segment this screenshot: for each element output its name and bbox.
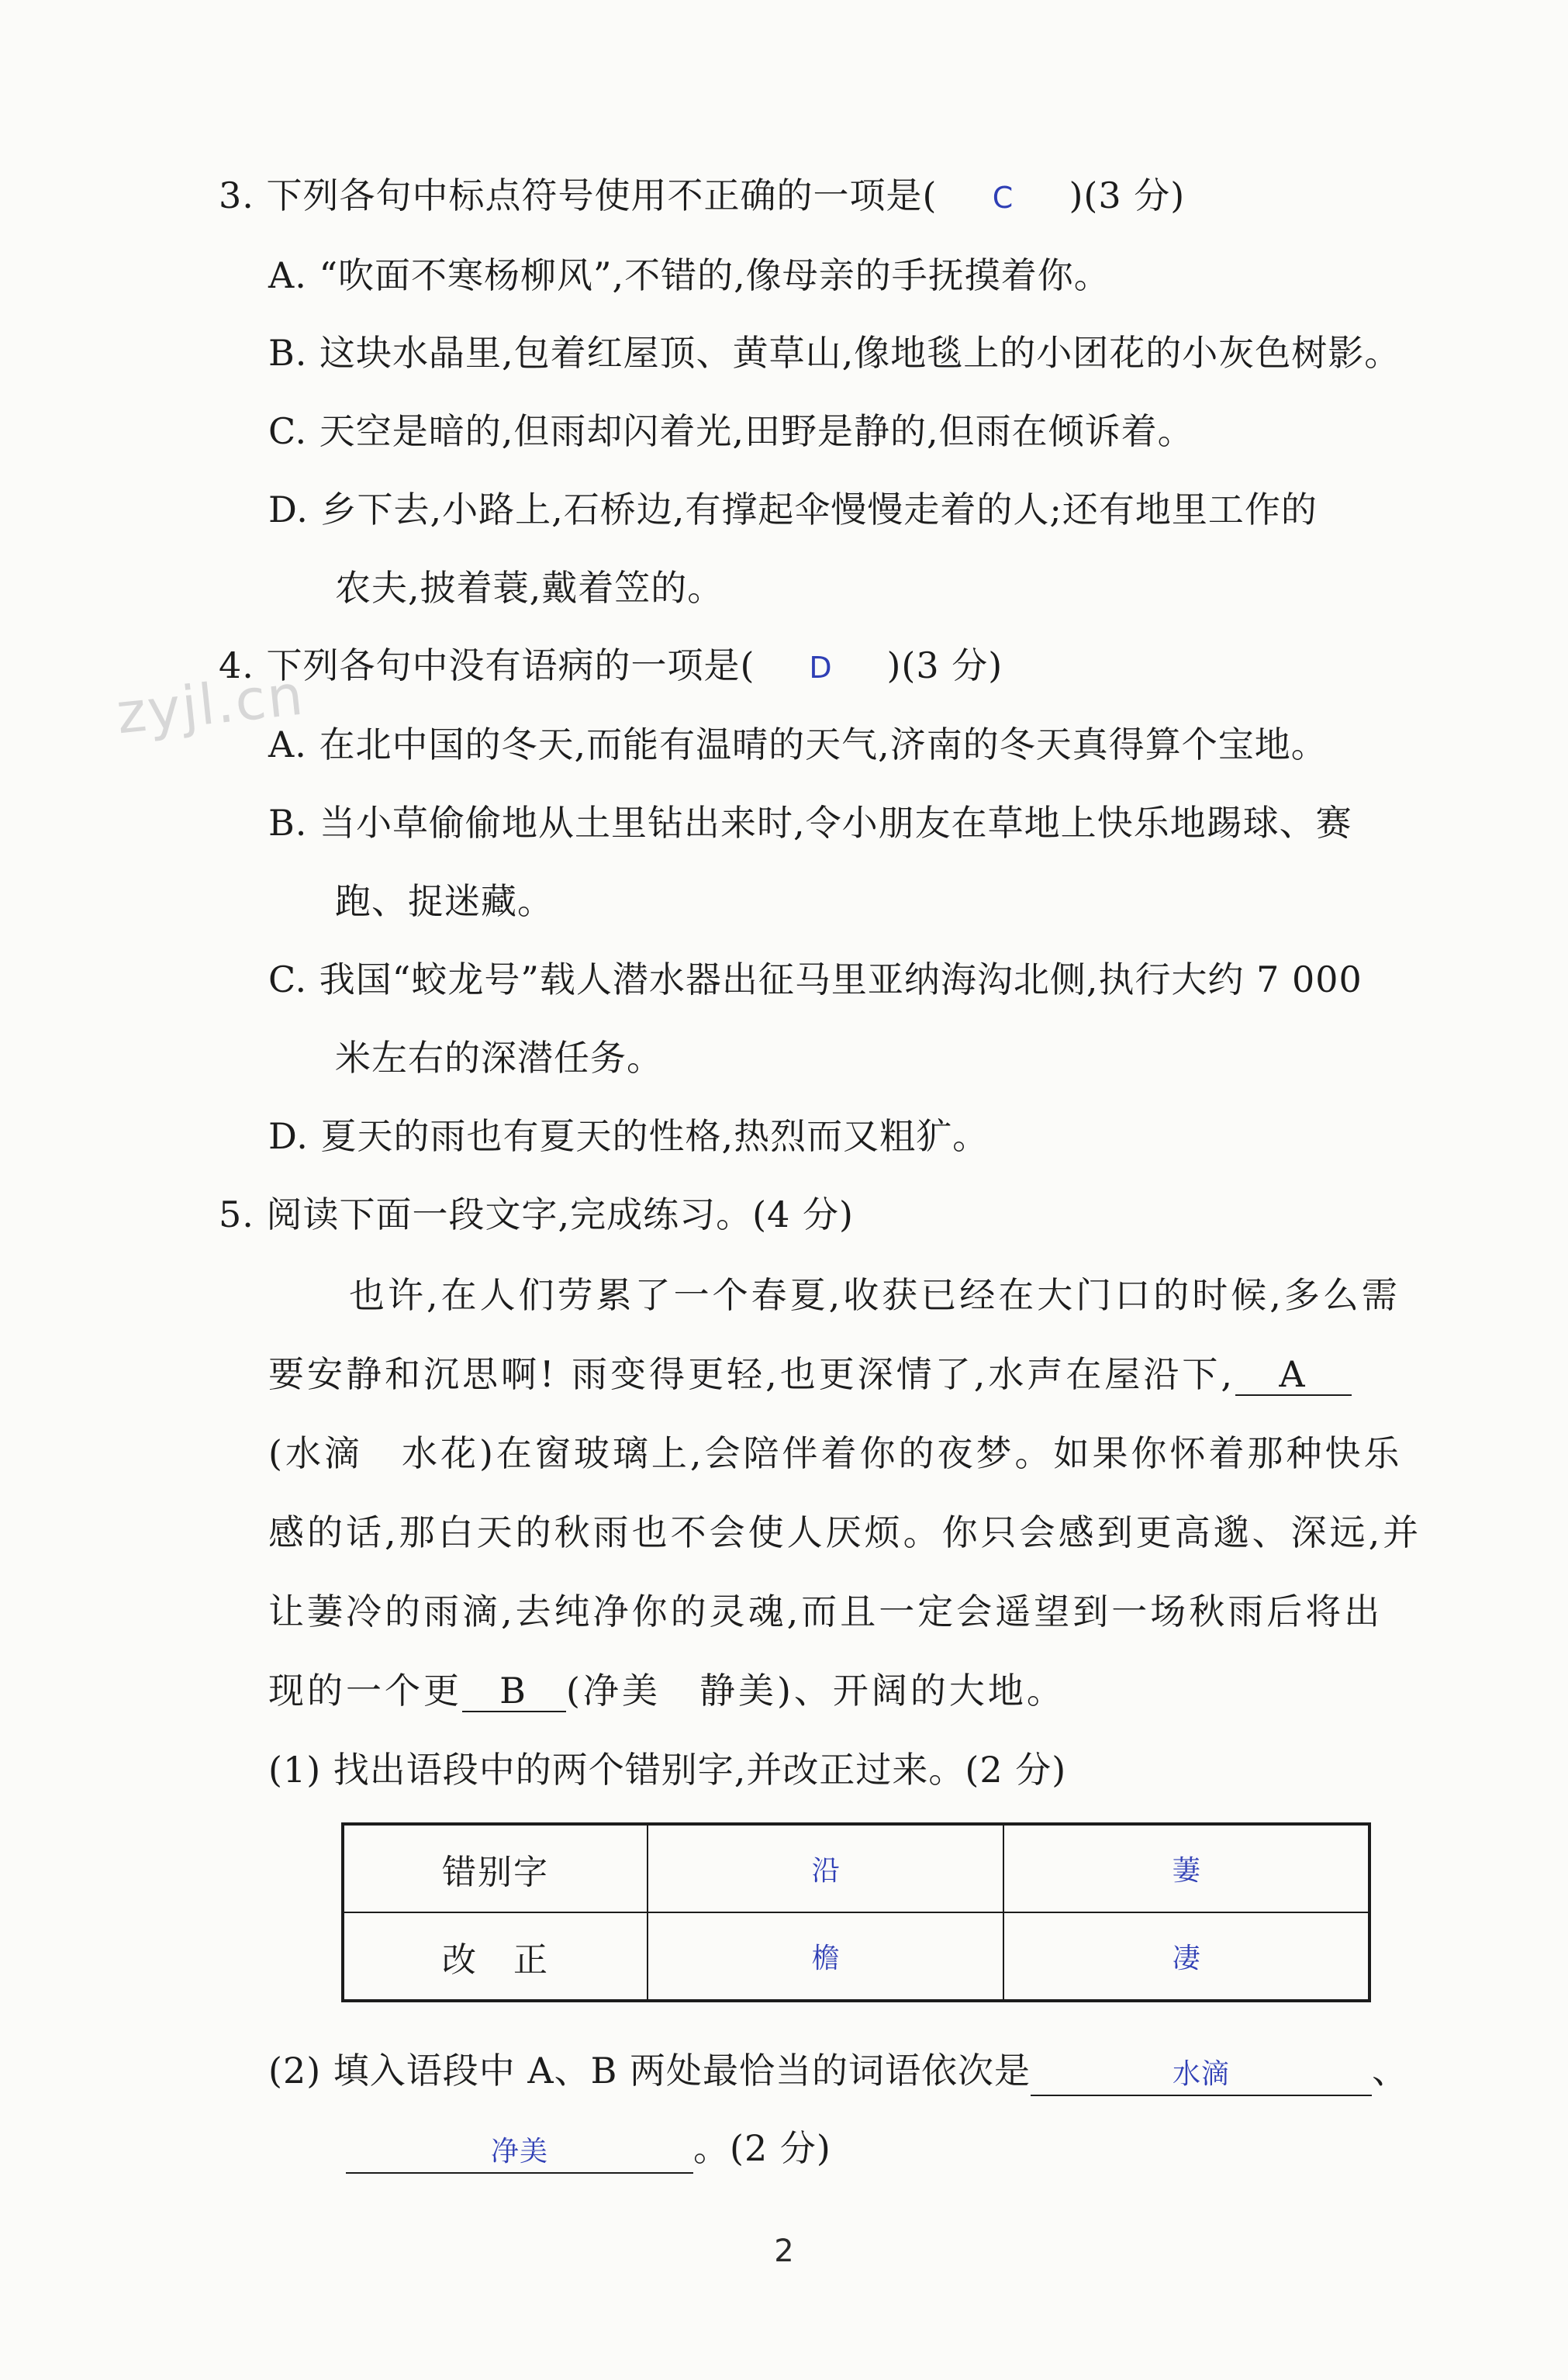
- q4-option-b-line1: B. 当小草偷偷地从土里钻出来时,令小朋友在草地上快乐地踢球、赛: [268, 802, 1352, 844]
- table-row: [343, 1912, 1369, 2001]
- answer-blank-1: [1031, 2050, 1372, 2096]
- sub-question-2-text: (2) 填入语段中 A、B 两处最恰当的词语依次是: [268, 2050, 1031, 2092]
- sub-question-2-line2: [346, 2125, 831, 2174]
- passage-line-3: (水滴 水花)在窗玻璃上,会陪伴着你的夜梦。如果你怀着那种快乐: [268, 1432, 1403, 1474]
- q4-stem-before: 4. 下列各句中没有语病的一项是(: [219, 644, 755, 686]
- blank-b-label: B: [499, 1670, 529, 1712]
- answer-blank-2: [346, 2128, 693, 2174]
- passage-line-5: 让萋冷的雨滴,去纯净你的灵魂,而且一定会遥望到一场秋雨后将出: [268, 1591, 1383, 1632]
- q4-option-b-line2: 跑、捉迷藏。: [335, 880, 554, 922]
- passage-line-2-text: 要安静和沉思啊! 雨变得更轻,也更深情了,水声在屋沿下,: [268, 1353, 1235, 1395]
- sub-question-1: (1) 找出语段中的两个错别字,并改正过来。(2 分): [268, 1749, 1067, 1791]
- passage-line-1: 也许,在人们劳累了一个春夏,收获已经在大门口的时候,多么需: [349, 1274, 1400, 1316]
- q3-option-b: B. 这块水晶里,包着红屋顶、黄草山,像地毯上的小团花的小灰色树影。: [268, 332, 1401, 374]
- question-4-stem: [219, 642, 1003, 691]
- table-row: [343, 1824, 1369, 1912]
- q3-stem-after: )(3 分): [1069, 174, 1186, 216]
- q4-stem-after: )(3 分): [886, 644, 1003, 686]
- passage-line-4: 感的话,那白天的秋雨也不会使人厌烦。你只会感到更高邈、深远,并: [268, 1511, 1422, 1553]
- sub-question-2-after: 。(2 分): [693, 2127, 831, 2169]
- typo-table: [341, 1822, 1371, 2002]
- blank-a: [1235, 1354, 1352, 1396]
- q3-option-d-line2: 农夫,披着蓑,戴着笠的。: [335, 567, 724, 609]
- sub-question-2-separator: 、: [1372, 2050, 1409, 2092]
- q3-option-c: C. 天空是暗的,但雨却闪着光,田野是静的,但雨在倾诉着。: [268, 410, 1194, 452]
- answer-blank-2-value: 净美: [490, 2136, 548, 2168]
- question-3-stem: [219, 172, 1185, 221]
- sub-question-2: [268, 2047, 1408, 2096]
- table-cell-typo-1: 沿: [648, 1824, 1003, 1912]
- answer-blank-1-value: 水滴: [1173, 2058, 1231, 2090]
- q4-option-a: A. 在北中国的冬天,而能有温晴的天气,济南的冬天真得算个宝地。: [268, 724, 1328, 765]
- table-cell-correction-1: 檐: [648, 1912, 1003, 2001]
- table-cell-correction-2: 凄: [1003, 1912, 1369, 2001]
- question-5-stem: 5. 阅读下面一段文字,完成练习。(4 分): [219, 1193, 854, 1235]
- q4-option-c-line2: 米左右的深潜任务。: [335, 1037, 663, 1079]
- table-cell-typo-2: 萋: [1003, 1824, 1369, 1912]
- q3-stem-before: 3. 下列各句中标点符号使用不正确的一项是(: [219, 174, 938, 216]
- q3-option-d-line1: D. 乡下去,小路上,石桥边,有撑起伞慢慢走着的人;还有地里工作的: [268, 489, 1318, 530]
- table-head-typo: 错别字: [343, 1824, 648, 1912]
- blank-b: [462, 1670, 566, 1712]
- q3-option-a: A. “吹面不寒杨柳风”,不错的,像母亲的手抚摸着你。: [268, 254, 1110, 296]
- blank-a-label: A: [1279, 1353, 1308, 1395]
- page-number: 2: [774, 2233, 794, 2269]
- q4-answer: D: [809, 651, 833, 685]
- watermark: zyjl.cn: [113, 661, 308, 747]
- passage-line-6-after: (净美 静美)、开阔的大地。: [566, 1670, 1065, 1712]
- q4-option-c-line1: C. 我国“蛟龙号”载人潜水器出征马里亚纳海沟北侧,执行大约 7 000: [268, 959, 1363, 1000]
- table-head-correction: 改 正: [343, 1912, 648, 2001]
- passage-line-6: [268, 1667, 1065, 1714]
- q4-option-d: D. 夏天的雨也有夏天的性格,热烈而又粗犷。: [268, 1115, 989, 1157]
- passage-line-2: [268, 1351, 1352, 1397]
- q3-answer: C: [992, 181, 1014, 215]
- passage-line-6-before: 现的一个更: [268, 1670, 462, 1712]
